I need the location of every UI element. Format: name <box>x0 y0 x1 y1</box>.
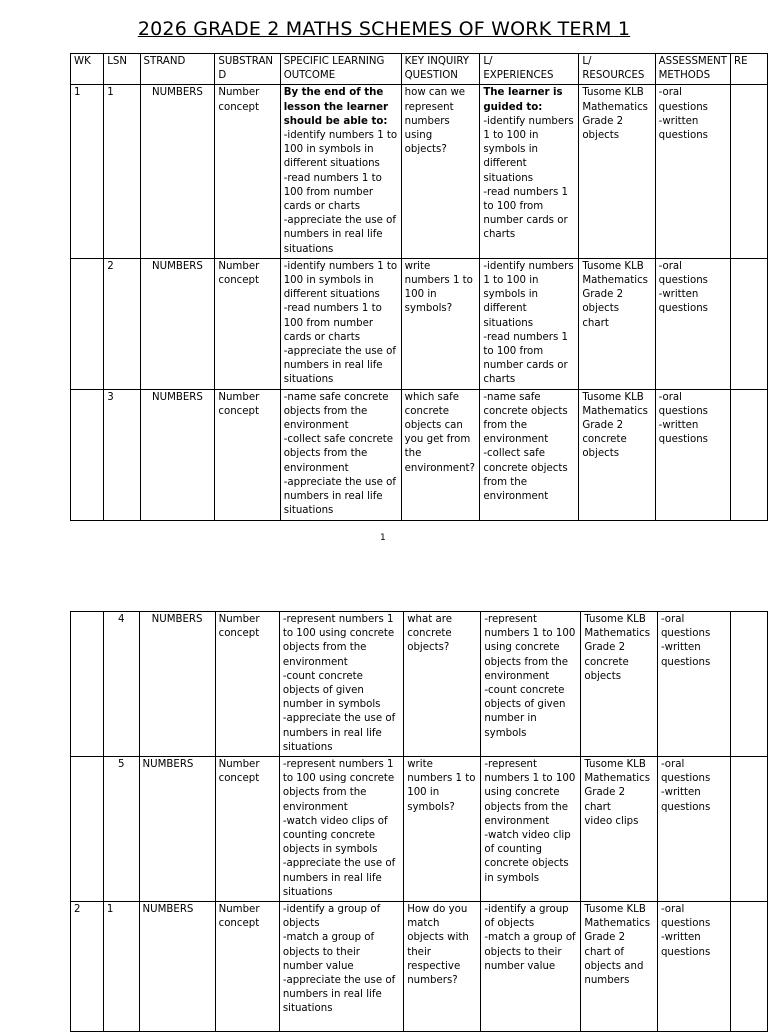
cell-experiences: -represent numbers 1 to 100 using concrete objects from the environment -watch video clip of counting concrete objects in symbols <box>481 757 581 902</box>
cell-assessment: -oral questions -written questions <box>657 612 730 757</box>
table-row <box>71 902 768 1032</box>
cell-assessment: -oral questions -written questions <box>657 757 730 902</box>
scheme-table-page-1 <box>70 53 768 521</box>
cell-experiences: -identify numbers 1 to 100 in symbols in different situations -read numbers 1 to 100 from number cards or charts <box>480 258 579 389</box>
cell-experiences: -name safe concrete objects from the environment -collect safe concrete objects from the environment <box>480 389 579 520</box>
cell-lsn: 1 <box>104 85 140 258</box>
cell-strand: NUMBERS <box>140 258 215 389</box>
cell-strand: NUMBERS <box>139 612 215 757</box>
header-outcome: SPECIFIC LEARNING OUTCOME <box>280 54 401 85</box>
cell-lsn: 4 <box>103 612 139 757</box>
cell-resources: Tusome KLB Mathematics Grade 2 concrete objects <box>581 612 658 757</box>
cell-resources: Tusome KLB Mathematics Grade 2 chart video clips <box>581 757 658 902</box>
cell-resources: Tusome KLB Mathematics Grade 2 concrete objects <box>579 389 655 520</box>
cell-reflection <box>730 389 767 520</box>
table-header-row <box>71 54 768 85</box>
cell-outcome: -name safe concrete objects from the environment -collect safe concrete objects from the environment -appreciate the use of numbers in real life situations <box>280 389 401 520</box>
cell-strand: NUMBERS <box>140 389 215 520</box>
cell-strand: NUMBERS <box>139 902 215 1032</box>
document-title: 2026 GRADE 2 MATHS SCHEMES OF WORK TERM 1 <box>137 18 631 40</box>
cell-substrand: Number concept <box>215 389 280 520</box>
cell-reflection <box>730 85 767 258</box>
cell-assessment: -oral questions -written questions <box>657 902 730 1032</box>
header-question: KEY INQUIRY QUESTION <box>401 54 480 85</box>
header-wk: WK <box>71 54 104 85</box>
cell-wk: 1 <box>71 85 104 258</box>
cell-outcome <box>280 85 401 258</box>
cell-question: write numbers 1 to 100 in symbols? <box>401 258 480 389</box>
cell-lsn: 2 <box>104 258 140 389</box>
cell-reflection <box>731 757 768 902</box>
cell-substrand: Number concept <box>215 612 279 757</box>
cell-assessment: -oral questions -written questions <box>655 389 730 520</box>
experiences-text: -identify numbers 1 to 100 in symbols in different situations -read numbers 1 to 100 from number cards or charts <box>483 115 574 241</box>
cell-lsn: 1 <box>103 902 139 1032</box>
cell-question: which safe concrete objects can you get from the environment? <box>401 389 480 520</box>
cell-outcome: -identify numbers 1 to 100 in symbols in different situations -read numbers 1 to 100 from number cards or charts -appreciate the use of numbers in real life situations <box>280 258 401 389</box>
table-row <box>71 757 768 902</box>
experiences-intro: The learner is guided to: <box>483 87 563 113</box>
cell-wk <box>71 258 104 389</box>
cell-question: write numbers 1 to 100 in symbols? <box>404 757 481 902</box>
header-assessment: ASSESSMENT METHODS <box>655 54 730 85</box>
cell-lsn: 5 <box>103 757 139 902</box>
cell-experiences: -represent numbers 1 to 100 using concrete objects from the environment -count concrete objects of given number in symbols <box>481 612 581 757</box>
cell-question: what are concrete objects? <box>404 612 481 757</box>
cell-assessment: -oral questions -written questions <box>655 258 730 389</box>
table-row <box>71 612 768 757</box>
cell-assessment: -oral questions -written questions <box>655 85 730 258</box>
outcome-intro: By the end of the lesson the learner should be able to: <box>283 87 389 127</box>
header-reflection: RE <box>730 54 767 85</box>
table-row <box>71 85 768 258</box>
cell-experiences <box>480 85 579 258</box>
cell-wk <box>71 612 104 757</box>
cell-wk <box>71 389 104 520</box>
outcome-text: -identify numbers 1 to 100 in symbols in different situations -read numbers 1 to 100 from number cards or charts -appreciate the use of numbers in real life situations <box>283 130 398 255</box>
header-lsn: LSN <box>104 54 140 85</box>
cell-outcome: -represent numbers 1 to 100 using concrete objects from the environment -count concrete objects of given number in symbols -appreciate the use of numbers in real life situations <box>279 612 403 757</box>
cell-substrand: Number concept <box>215 258 280 389</box>
cell-resources: Tusome KLB Mathematics Grade 2 chart of objects and numbers <box>581 902 658 1032</box>
cell-wk: 2 <box>71 902 104 1032</box>
cell-resources: Tusome KLB Mathematics Grade 2 objects chart <box>579 258 655 389</box>
header-strand: STRAND <box>140 54 215 85</box>
cell-lsn: 3 <box>104 389 140 520</box>
cell-wk <box>71 757 104 902</box>
cell-question: how can we represent numbers using objects? <box>401 85 480 258</box>
cell-reflection <box>731 902 768 1032</box>
cell-resources: Tusome KLB Mathematics Grade 2 objects <box>579 85 655 258</box>
table-row <box>71 258 768 389</box>
table-row <box>71 389 768 520</box>
cell-strand: NUMBERS <box>139 757 215 902</box>
scheme-table-page-2 <box>70 611 768 1032</box>
cell-reflection <box>730 258 767 389</box>
cell-strand: NUMBERS <box>140 85 215 258</box>
cell-substrand: Number concept <box>215 902 279 1032</box>
cell-outcome: -identify a group of objects -match a group of objects to their number value -appreciate the use of numbers in real life situations <box>279 902 403 1032</box>
cell-outcome: -represent numbers 1 to 100 using concrete objects from the environment -watch video clips of counting concrete objects in symbols -appreciate the use of numbers in real life situations <box>279 757 403 902</box>
cell-substrand: Number concept <box>215 757 279 902</box>
cell-experiences: -identify a group of objects -match a group of objects to their number value <box>481 902 581 1032</box>
header-experiences: L/ EXPERIENCES <box>480 54 579 85</box>
page-number: 1 <box>380 533 386 543</box>
header-resources: L/ RESOURCES <box>579 54 655 85</box>
cell-reflection <box>731 612 768 757</box>
cell-substrand: Number concept <box>215 85 280 258</box>
cell-question: How do you match objects with their respective numbers? <box>404 902 481 1032</box>
header-substrand: SUBSTRAN D <box>215 54 280 85</box>
